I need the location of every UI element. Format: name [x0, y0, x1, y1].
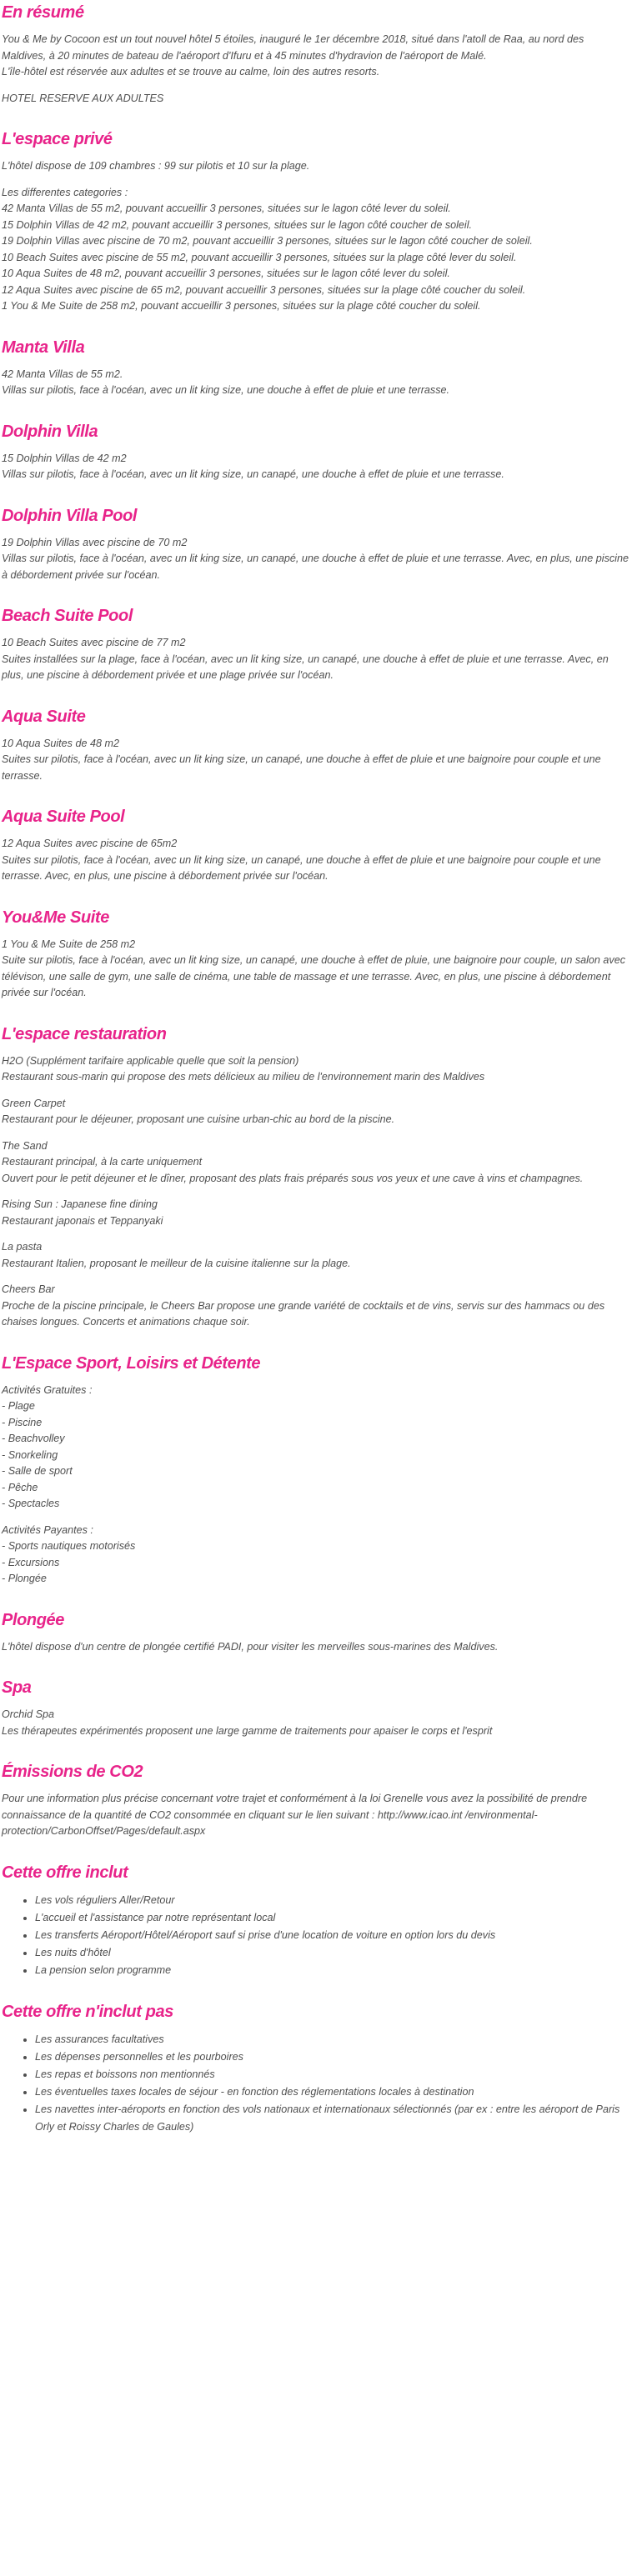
text-line: Restaurant pour le déjeuner, proposant une cuisine urban-chic au bord de la piscine. [2, 1113, 395, 1125]
section-aqua-suite [2, 706, 630, 785]
text-line: 12 Aqua Suites avec piscine de 65 m2, pouvant accueillir 3 persones, situées sur la plage côté coucher du soleil. [2, 283, 526, 296]
list-item: • Les transferts Aéroport/Hôtel/Aéroport sauf si prise d'une location de voiture en option lors du devis [35, 1927, 630, 1944]
section-excluded [2, 2001, 630, 2136]
section-title: Beach Suite Pool [2, 607, 133, 625]
text-block [2, 1096, 630, 1128]
text-line: - Salle de sport [2, 1465, 73, 1477]
text-line: HOTEL RESERVE AUX ADULTES [2, 92, 164, 104]
section-dolphin-villa-pool [2, 505, 630, 584]
text-line: Activités Payantes : [2, 1523, 93, 1536]
section-you-me-suite [2, 907, 630, 1002]
text-line: Ouvert pour le petit déjeuner et le dîner, proposant des plats frais préparés sous vos yeux et une cave à vins et champagnes. [2, 1172, 584, 1184]
text-line: 19 Dolphin Villas avec piscine de 70 m2 [2, 536, 188, 548]
text-block [2, 535, 630, 584]
text-line: 1 You & Me Suite de 258 m2 [2, 938, 136, 950]
section-title: L'Espace Sport, Loisirs et Détente [2, 1353, 261, 1373]
section-title: Dolphin Villa Pool [2, 506, 138, 525]
text-line: 10 Beach Suites avec piscine de 55 m2, pouvant accueillir 3 persones, situées sur la plage côté lever du soleil. [2, 251, 517, 263]
text-block [2, 1707, 630, 1739]
text-line: 10 Beach Suites avec piscine de 77 m2 [2, 637, 186, 648]
list-item: • Les assurances facultatives [35, 2031, 630, 2048]
text-line: H2O (Supplément tarifaire applicable quelle que soit la pension) [2, 1054, 299, 1067]
text-line: Villas sur pilotis, face à l'océan, avec un lit king size, un canapé, une douche à effet de pluie et une terrasse. [2, 468, 504, 480]
text-line: 42 Manta Villas de 55 m2, pouvant accueillir 3 persones, situées sur le lagon côté lever du soleil. [2, 203, 451, 214]
text-block [2, 736, 630, 785]
text-line: 10 Aqua Suites de 48 m2, pouvant accueillir 3 persones, situées sur le lagon côté lever du soleil. [2, 268, 450, 279]
list-item: • Les éventuelles taxes locales de séjour - en fonction des réglementations locales à destination [35, 2083, 630, 2101]
text-block [2, 32, 630, 81]
section-title: En résumé [2, 3, 84, 22]
text-line: 10 Aqua Suites de 48 m2 [2, 737, 119, 749]
text-line: Rising Sun : Japanese fine dining [2, 1198, 158, 1210]
text-block [2, 367, 630, 399]
text-line: Proche de la piscine principale, le Cheers Bar propose une grande variété de cocktails et de vins, servis sur des hammacs ou des chaises longues. Concerts et animations chaque soir. [2, 1299, 605, 1328]
section-en-resume [2, 2, 630, 107]
text-line: Suites installées sur la plage, face à l'océan, avec un lit king size, un canapé, une douche à effet de pluie et une terrasse. Avec, en plus, une piscine à débordement privée et une plage privée sur l'océan. [2, 653, 609, 681]
text-line: L'hôtel dispose d'un centre de plongée certifié PADI, pour visiter les merveilles sous-marines des Maldives. [2, 1640, 499, 1653]
text-line: 42 Manta Villas de 55 m2. [2, 368, 123, 380]
list-item: • Les dépenses personnelles et les pourboires [35, 2048, 630, 2066]
list-item: • Les nuits d'hôtel [35, 1944, 630, 1962]
text-line: Villas sur pilotis, face à l'océan, avec un lit king size, une douche à effet de pluie et une terrasse. [2, 384, 450, 396]
text-line: - Plage [2, 1400, 35, 1412]
section-l-espace-sport-loisirs-et-detente [2, 1353, 630, 1588]
text-line: 15 Dolphin Villas de 42 m2, pouvant accueillir 3 persones, situées sur le lagon côté coucher de soleil. [2, 218, 473, 231]
text-line: - Excursions [2, 1556, 60, 1568]
section-beach-suite-pool [2, 605, 630, 684]
section-title: Cette offre n'inclut pas [2, 2002, 173, 2021]
section-manta-villa [2, 337, 630, 399]
section-title: You&Me Suite [2, 908, 109, 927]
text-block [2, 635, 630, 684]
text-block [2, 91, 630, 108]
text-line: Restaurant principal, à la carte uniquement [2, 1156, 203, 1168]
list-item: • Les navettes inter-aéroports en fonction des vols nationaux et internationaux sélectionnés (par ex : entre les aéroport de Paris Orly et Roissy Charles de Gaules) [35, 2101, 630, 2136]
section-title: L'espace restauration [2, 1024, 167, 1043]
text-block [2, 1239, 630, 1272]
text-line: - Spectacles [2, 1498, 60, 1509]
section-title: L'espace privé [2, 130, 113, 148]
text-line: Suite sur pilotis, face à l'océan, avec un lit king size, un canapé, une douche à effet de pluie, une baignoire pour couple, un salon avec télévison, une salle de gym, une salle de cinéma, une table de massage et une terrasse. Avec, en plus, une piscine à débordement privée sur l'océan. [2, 954, 626, 998]
text-line: Les thérapeutes expérimentés proposent une large gamme de traitements pour apaiser le corps et l'esprit [2, 1724, 493, 1737]
section-dolphin-villa [2, 421, 630, 483]
text-line: L'île-hôtel est réservée aux adultes et se trouve au calme, loin des autres resorts. [2, 66, 380, 78]
list-item: • Les vols réguliers Aller/Retour [35, 1892, 630, 1909]
text-block [2, 1053, 630, 1086]
text-line: Restaurant Italien, proposant le meilleur de la cuisine italienne sur la plage. [2, 1257, 351, 1269]
text-line: - Pêche [2, 1481, 38, 1493]
text-line: Les differentes categories : [2, 186, 128, 198]
list-item: • La pension selon programme [35, 1962, 630, 1979]
text-line: L'hôtel dispose de 109 chambres : 99 sur pilotis et 10 sur la plage. [2, 160, 310, 172]
text-block [2, 1523, 630, 1588]
section-l-espace-restauration [2, 1023, 630, 1331]
text-block [2, 185, 630, 315]
offer-description [0, 2, 632, 2136]
section-title: Spa [2, 1678, 32, 1697]
text-line: 12 Aqua Suites avec piscine de 65m2 [2, 838, 178, 849]
section-title: Manta Villa [2, 338, 85, 357]
text-line: 19 Dolphin Villas avec piscine de 70 m2, pouvant accueillir 3 persones, situées sur le lagon côté coucher de soleil. [2, 235, 533, 247]
text-block [2, 1197, 630, 1229]
section-emissions-de-co2 [2, 1761, 630, 1840]
included-list [2, 1892, 630, 1979]
text-line: 15 Dolphin Villas de 42 m2 [2, 452, 127, 464]
text-line: - Snorkeling [2, 1448, 58, 1461]
section-title: Aqua Suite Pool [2, 808, 125, 826]
section-title: Dolphin Villa [2, 422, 98, 441]
section-title: Aqua Suite [2, 707, 86, 726]
text-line: The Sand [2, 1139, 48, 1152]
text-line: Villas sur pilotis, face à l'océan, avec un lit king size, un canapé, une douche à effet de pluie et une terrasse. Avec, en plus, une piscine à débordement privée sur l'océan. [2, 553, 629, 581]
text-line: Restaurant sous-marin qui propose des mets délicieux au milieu de l'environnement marin des Maldives [2, 1071, 485, 1083]
text-block [2, 1282, 630, 1331]
text-line: Pour une information plus précise concernant votre trajet et conformément à la loi Grenelle vous avez la possibilité de prendre connaissance de la quantité de CO2 consommée en cliquant sur le lien suivant : http://www.icao.int /environmental-protection/CarbonOffset/Pages/default.aspx [2, 1793, 588, 1837]
section-title: Plongée [2, 1610, 64, 1629]
section-l-espace-prive [2, 128, 630, 315]
text-block [2, 1383, 630, 1513]
text-line: La pasta [2, 1241, 43, 1253]
excluded-list [2, 2031, 630, 2136]
text-line: Orchid Spa [2, 1708, 54, 1720]
text-line: Cheers Bar [2, 1283, 55, 1295]
text-block [2, 1791, 630, 1840]
text-block [2, 1639, 630, 1656]
text-block [2, 451, 630, 483]
section-aqua-suite-pool [2, 806, 630, 885]
text-block [2, 937, 630, 1002]
text-line: - Sports nautiques motorisés [2, 1540, 136, 1552]
list-item: • L'accueil et l'assistance par notre représentant local [35, 1909, 630, 1927]
section-spa [2, 1677, 630, 1739]
text-line: - Piscine [2, 1416, 43, 1428]
section-title: Cette offre inclut [2, 1863, 128, 1882]
text-line: - Plongée [2, 1573, 47, 1584]
text-block [2, 836, 630, 885]
list-item: • Les repas et boissons non mentionnés [35, 2066, 630, 2083]
section-included [2, 1862, 630, 1979]
text-line: Restaurant japonais et Teppanyaki [2, 1214, 163, 1227]
text-line: You & Me by Cocoon est un tout nouvel hôtel 5 étoiles, inauguré le 1er décembre 2018, situé dans l'atoll de Raa, au nord des Maldives, à 20 minutes de bateau de l'aéroport d'Ifuru et à 45 minutes d'hydravion de l'aéroport de Malé. [2, 33, 584, 62]
text-line: Suites sur pilotis, face à l'océan, avec un lit king size, un canapé, une douche à effet de pluie et une baignoire pour couple et une terrasse. Avec, en plus, une piscine à débordement privée sur l'océan. [2, 853, 601, 882]
text-line: - Beachvolley [2, 1433, 65, 1444]
text-line: 1 You & Me Suite de 258 m2, pouvant accueillir 3 persones, situées sur la plage côté coucher du soleil. [2, 300, 481, 312]
section-plongee [2, 1609, 630, 1656]
text-line: Suites sur pilotis, face à l'océan, avec un lit king size, un canapé, une douche à effet de pluie et une baignoire pour couple et une terrasse. [2, 753, 601, 782]
text-line: Activités Gratuites : [2, 1383, 93, 1396]
text-line: Green Carpet [2, 1097, 66, 1109]
text-block [2, 1138, 630, 1188]
section-title: Émissions de CO2 [2, 1763, 143, 1781]
text-block [2, 158, 630, 175]
